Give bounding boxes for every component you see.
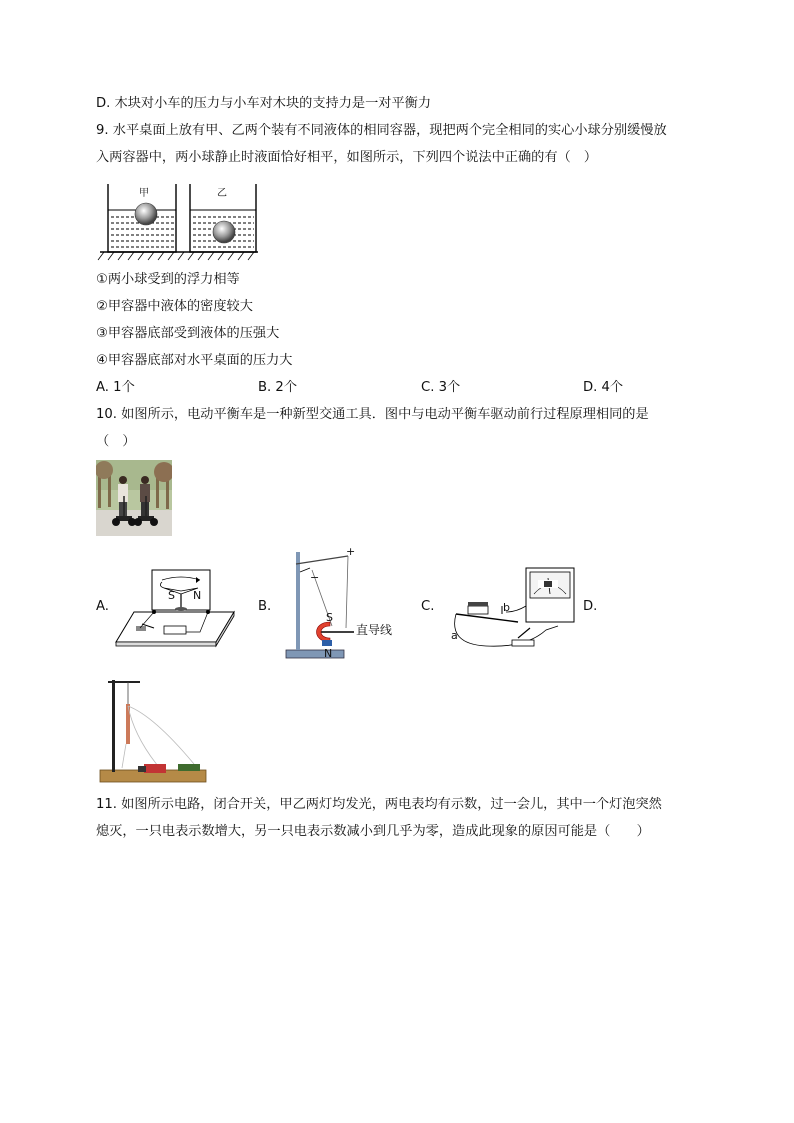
question-9-line-2: 入两容器中，两小球静止时液面恰好相平，如图所示，下列四个说法中正确的有（ ）	[96, 150, 598, 165]
fig-b-minus: −	[310, 571, 320, 584]
question-9-line-1: 9. 水平桌面上放有甲、乙两个装有不同液体的相同容器，现把两个完全相同的实心小球分别缓慢放	[96, 123, 667, 138]
q9-containers-figure	[96, 180, 258, 262]
question-11-line-1: 11. 如图所示电路，闭合开关，甲乙两灯均发光，两电表均有示数，过一会儿，其中一个灯泡突然	[96, 797, 662, 812]
statement-2: ②甲容器中液体的密度较大	[96, 299, 253, 314]
label-jia: 甲	[139, 188, 149, 199]
statement-4: ④甲容器底部对水平桌面的压力大	[96, 353, 293, 368]
option-a-figure[interactable]	[112, 568, 236, 652]
q10-option-a-letter[interactable]: A.	[96, 599, 109, 614]
q10-option-c-letter[interactable]: C.	[421, 599, 435, 614]
q10-option-d-letter[interactable]: D.	[583, 599, 598, 614]
fig-b-s: S	[326, 611, 333, 624]
question-10-line-2: （ ）	[96, 434, 136, 449]
fig-a-n: N	[193, 589, 202, 602]
q9-option-c[interactable]: C. 3个	[421, 380, 461, 395]
q9-option-b[interactable]: B. 2个	[258, 380, 298, 395]
q10-option-b-letter[interactable]: B.	[258, 599, 272, 614]
option-b-figure[interactable]	[282, 548, 402, 664]
fig-b-n: N	[324, 647, 333, 660]
fig-c-a: a	[451, 629, 458, 642]
option-c-figure[interactable]	[446, 566, 580, 656]
statement-3: ③甲容器底部受到液体的压强大	[96, 326, 280, 341]
fig-b-straight-wire: 直导线	[356, 623, 393, 637]
q9-option-d[interactable]: D. 4个	[583, 380, 624, 395]
fig-b-plus: +	[346, 545, 356, 558]
question-11-line-2: 熄灭，一只电表示数增大，另一只电表示数减小到几乎为零，造成此现象的原因可能是（ ）	[96, 824, 650, 839]
option-d-figure[interactable]	[98, 676, 208, 786]
fig-c-b: b	[503, 601, 510, 614]
fig-a-s: S	[168, 589, 175, 602]
ball-yi	[213, 221, 235, 243]
question-8-option-d: D. 木块对小车的压力与小车对木块的支持力是一对平衡力	[96, 96, 432, 111]
question-10-line-1: 10. 如图所示，电动平衡车是一种新型交通工具．图中与电动平衡车驱动前行过程原理相同的是	[96, 407, 649, 422]
balance-vehicle-photo	[96, 460, 172, 536]
ball-jia	[135, 203, 157, 225]
label-yi: 乙	[217, 188, 227, 199]
q9-option-a[interactable]: A. 1个	[96, 380, 135, 395]
statement-1: ①两小球受到的浮力相等	[96, 272, 240, 287]
